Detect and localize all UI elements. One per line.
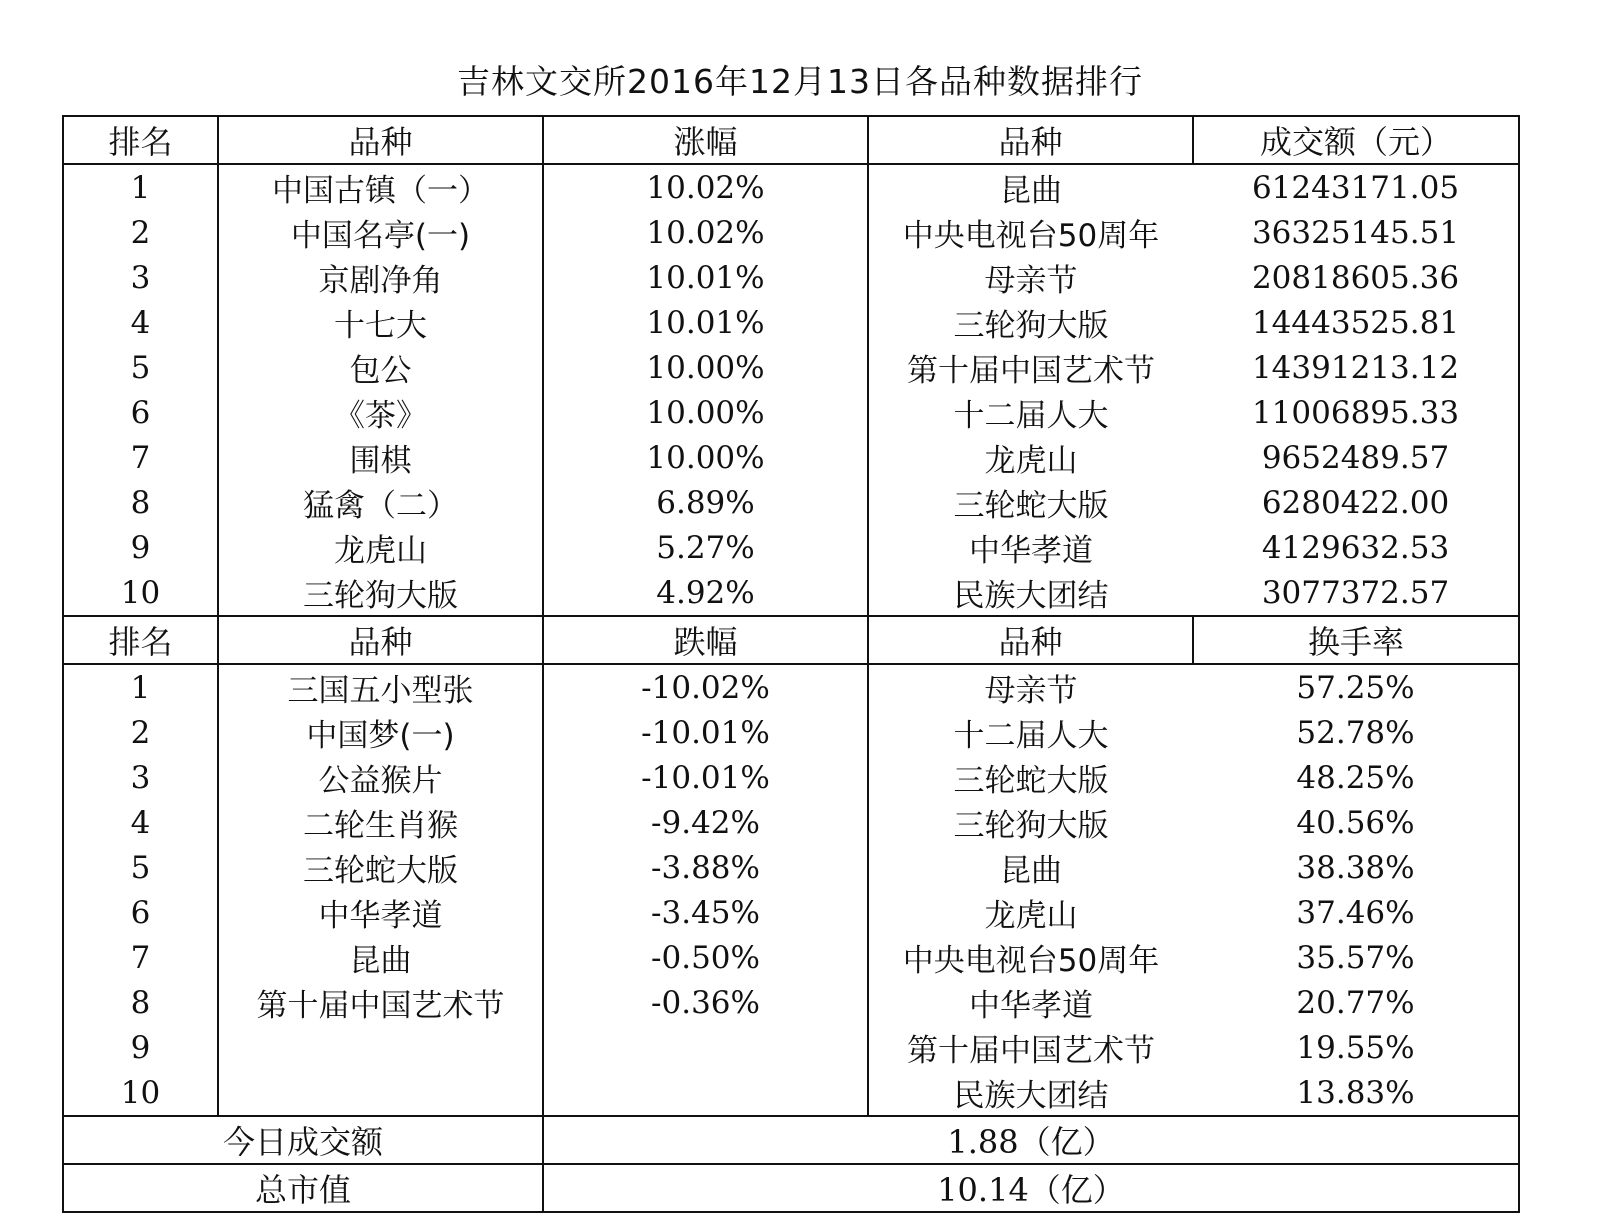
right-name-cell: 昆曲: [1000, 173, 1062, 209]
table-row: [63, 255, 1519, 300]
change-cell: -0.50%: [543, 935, 868, 980]
table-row: [63, 845, 1519, 890]
right-value-cell: 40.56%: [1296, 804, 1415, 841]
ranking-table: [62, 115, 1520, 1213]
rank-cell: 9: [63, 1025, 218, 1070]
header-row: [63, 616, 1519, 664]
right-value-cell: 11006895.33: [1251, 394, 1460, 431]
name-cell: [218, 1025, 543, 1070]
right-value-cell: 20818605.36: [1251, 259, 1460, 296]
change-cell: [543, 1025, 868, 1070]
name-cell: [218, 1070, 543, 1116]
header-row: [63, 116, 1519, 164]
change-cell: 10.01%: [543, 300, 868, 345]
change-cell: 10.00%: [543, 435, 868, 480]
right-name-cell: 民族大团结: [953, 578, 1109, 614]
rank-cell: 6: [63, 390, 218, 435]
rank-cell: 2: [63, 210, 218, 255]
table-row: [63, 1025, 1519, 1070]
right-name-cell: 第十届中国艺术节: [907, 1033, 1155, 1069]
table-row: [63, 800, 1519, 845]
change-cell: [543, 1070, 868, 1116]
name-cell: 十七大: [218, 300, 543, 345]
name-cell: 昆曲: [218, 935, 543, 980]
change-cell: -10.01%: [543, 755, 868, 800]
right-value-cell: 38.38%: [1296, 849, 1415, 886]
rank-cell: 9: [63, 525, 218, 570]
right-name-cell: 中华孝道: [969, 988, 1093, 1024]
right-name-cell: 昆曲: [1000, 853, 1062, 889]
table-row: [63, 435, 1519, 480]
right-name-cell: 龙虎山: [984, 443, 1078, 479]
right-value-cell: 4129632.53: [1261, 529, 1450, 566]
change-cell: -0.36%: [543, 980, 868, 1025]
name-cell: 围棋: [218, 435, 543, 480]
name-cell: 龙虎山: [218, 525, 543, 570]
table-row: [63, 210, 1519, 255]
table-row: [63, 980, 1519, 1025]
table-row: [63, 710, 1519, 755]
header-rank: 排名: [63, 616, 218, 664]
change-cell: 5.27%: [543, 525, 868, 570]
summary-label: 今日成交额: [63, 1116, 543, 1164]
name-cell: 公益猴片: [218, 755, 543, 800]
right-name-cell: 三轮狗大版: [953, 808, 1109, 844]
name-cell: 京剧净角: [218, 255, 543, 300]
change-cell: 10.00%: [543, 390, 868, 435]
right-value-cell: 3077372.57: [1261, 574, 1450, 611]
name-cell: 猛禽（二）: [218, 480, 543, 525]
right-name-cell: 第十届中国艺术节: [907, 353, 1155, 389]
header-rank: 排名: [63, 116, 218, 164]
rank-cell: 1: [63, 164, 218, 210]
change-cell: 10.02%: [543, 164, 868, 210]
rank-cell: 5: [63, 845, 218, 890]
table-row: [63, 935, 1519, 980]
right-value-cell: 14443525.81: [1251, 304, 1460, 341]
right-value-cell: 14391213.12: [1251, 349, 1460, 386]
right-value-cell: 6280422.00: [1261, 484, 1450, 521]
name-cell: 中国古镇（一）: [218, 164, 543, 210]
rank-cell: 6: [63, 890, 218, 935]
summary-label: 总市值: [63, 1164, 543, 1212]
summary-row: [63, 1116, 1519, 1164]
change-cell: -3.45%: [543, 890, 868, 935]
table-row: [63, 345, 1519, 390]
change-cell: 10.01%: [543, 255, 868, 300]
table-row: [63, 300, 1519, 345]
rank-cell: 8: [63, 980, 218, 1025]
right-value-cell: 48.25%: [1296, 759, 1415, 796]
right-name-cell: 民族大团结: [953, 1078, 1109, 1114]
right-name-cell: 三轮狗大版: [953, 308, 1109, 344]
rank-cell: 10: [63, 570, 218, 616]
name-cell: 中华孝道: [218, 890, 543, 935]
right-value-cell: 57.25%: [1296, 669, 1415, 706]
right-value-cell: 35.57%: [1296, 939, 1415, 976]
name-cell: 第十届中国艺术节: [218, 980, 543, 1025]
right-value-cell: 20.77%: [1296, 984, 1415, 1021]
rank-cell: 1: [63, 664, 218, 710]
rank-cell: 7: [63, 935, 218, 980]
change-cell: -3.88%: [543, 845, 868, 890]
name-cell: 二轮生肖猴: [218, 800, 543, 845]
table-row: [63, 164, 1519, 210]
name-cell: 《茶》: [218, 390, 543, 435]
rank-cell: 7: [63, 435, 218, 480]
header-name: 品种: [218, 616, 543, 664]
rank-cell: 10: [63, 1070, 218, 1116]
right-name-cell: 中央电视台50周年: [902, 218, 1160, 254]
header-right-name: 品种: [868, 616, 1193, 664]
right-value-cell: 61243171.05: [1251, 169, 1460, 206]
name-cell: 包公: [218, 345, 543, 390]
right-name-cell: 母亲节: [984, 263, 1078, 299]
table-row: [63, 525, 1519, 570]
header-change: 跌幅: [543, 616, 868, 664]
right-value-cell: 36325145.51: [1251, 214, 1460, 251]
rank-cell: 8: [63, 480, 218, 525]
change-cell: -9.42%: [543, 800, 868, 845]
name-cell: 三国五小型张: [218, 664, 543, 710]
right-name-cell: 十二届人大: [953, 398, 1109, 434]
name-cell: 三轮狗大版: [218, 570, 543, 616]
change-cell: 10.02%: [543, 210, 868, 255]
table-row: [63, 480, 1519, 525]
right-name-cell: 三轮蛇大版: [953, 763, 1109, 799]
table-row: [63, 570, 1519, 616]
change-cell: -10.01%: [543, 710, 868, 755]
table-row: [63, 664, 1519, 710]
right-name-cell: 中华孝道: [969, 533, 1093, 569]
change-cell: -10.02%: [543, 664, 868, 710]
header-change: 涨幅: [543, 116, 868, 164]
name-cell: 中国名亭(一): [218, 210, 543, 255]
rank-cell: 5: [63, 345, 218, 390]
table-row: [63, 390, 1519, 435]
page-title: 吉林文交所2016年12月13日各品种数据排行: [457, 62, 1143, 101]
header-right-value: 换手率: [1193, 616, 1519, 664]
change-cell: 10.00%: [543, 345, 868, 390]
rank-cell: 4: [63, 800, 218, 845]
right-value-cell: 9652489.57: [1261, 439, 1450, 476]
rank-cell: 3: [63, 755, 218, 800]
right-value-cell: 19.55%: [1296, 1029, 1415, 1066]
right-value-cell: 37.46%: [1296, 894, 1415, 931]
rank-cell: 4: [63, 300, 218, 345]
summary-value: 1.88（亿）: [543, 1116, 1519, 1164]
table-row: [63, 755, 1519, 800]
right-name-cell: 龙虎山: [984, 898, 1078, 934]
change-cell: 4.92%: [543, 570, 868, 616]
right-name-cell: 十二届人大: [953, 718, 1109, 754]
rank-cell: 3: [63, 255, 218, 300]
summary-row: [63, 1164, 1519, 1212]
right-value-cell: 13.83%: [1296, 1074, 1415, 1111]
right-name-cell: 三轮蛇大版: [953, 488, 1109, 524]
change-cell: 6.89%: [543, 480, 868, 525]
right-value-cell: 52.78%: [1296, 714, 1415, 751]
rank-cell: 2: [63, 710, 218, 755]
name-cell: 中国梦(一): [218, 710, 543, 755]
name-cell: 三轮蛇大版: [218, 845, 543, 890]
right-name-cell: 中央电视台50周年: [902, 943, 1160, 979]
table-row: [63, 890, 1519, 935]
table-row: [63, 1070, 1519, 1116]
header-right-name: 品种: [868, 116, 1193, 164]
right-name-cell: 母亲节: [984, 673, 1078, 709]
summary-value: 10.14（亿）: [543, 1164, 1519, 1212]
header-right-value: 成交额（元）: [1193, 116, 1519, 164]
header-name: 品种: [218, 116, 543, 164]
